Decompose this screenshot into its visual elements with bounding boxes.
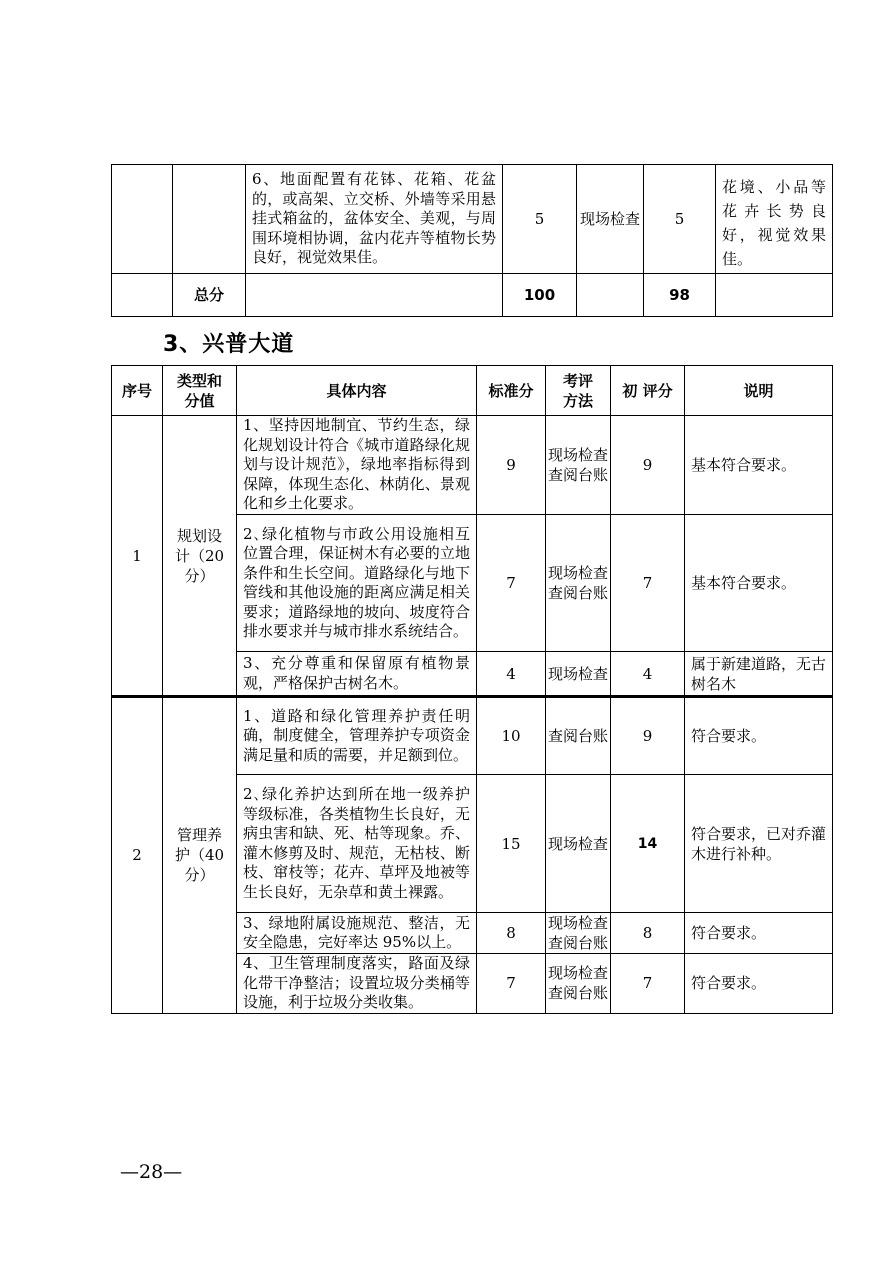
- method-cell: 现场检查查阅台账: [546, 954, 611, 1014]
- note-cell: 花境、小品等花卉长势良好，视觉效果佳。: [716, 165, 833, 274]
- content-cell: 1、坚持因地制宜、节约生态，绿化规划设计符合《城市道路绿化规划与设计规范》，绿地率指标得到保障，体现生态化、林荫化、景观化和乡土化要求。: [237, 416, 477, 515]
- header-seq: 序号: [112, 366, 163, 416]
- header-score: 初 评分: [611, 366, 685, 416]
- type-cell: [173, 165, 246, 274]
- score-cell: 8: [611, 913, 685, 954]
- seq-cell: 1: [112, 416, 163, 697]
- header-method: 考评方法: [546, 366, 611, 416]
- content-cell: [246, 274, 503, 317]
- type-cell: 规划设计（20分）: [163, 416, 237, 697]
- content-cell: 1、道路和绿化管理养护责任明确，制度健全，管理养护专项资金满足量和质的需要，并足额到位。: [237, 697, 477, 775]
- standard-cell: 9: [477, 416, 546, 515]
- note-cell: 属于新建道路，无古树名木: [685, 652, 833, 697]
- score-cell: 7: [611, 954, 685, 1014]
- score-cell: 14: [611, 775, 685, 913]
- note-cell: [716, 274, 833, 317]
- note-cell: 符合要求。: [685, 954, 833, 1014]
- method-cell: 现场检查查阅台账: [546, 416, 611, 515]
- method-cell: 现场检查查阅台账: [546, 913, 611, 954]
- note-cell: 基本符合要求。: [685, 416, 833, 515]
- standard-cell: 5: [503, 165, 577, 274]
- score-cell: 5: [644, 165, 716, 274]
- standard-cell: 7: [477, 515, 546, 652]
- header-standard: 标准分: [477, 366, 546, 416]
- standard-cell: 10: [477, 697, 546, 775]
- content-cell: 2､绿化植物与市政公用设施相互位置合理，保证树木有必要的立地条件和生长空间。道路绿化与地下管线和其他设施的距离应满足相关要求；道路绿地的坡向、坡度符合排水要求并与城市排水系统结合。: [237, 515, 477, 652]
- method-cell: 现场检查: [546, 652, 611, 697]
- content-cell: 4、卫生管理制度落实，路面及绿化带干净整洁；设置垃圾分类桶等设施，利于垃圾分类收集。: [237, 954, 477, 1014]
- method-cell: [577, 274, 644, 317]
- method-cell: 查阅台账: [546, 697, 611, 775]
- note-cell: 符合要求。: [685, 913, 833, 954]
- evaluation-table: [111, 365, 833, 1014]
- header-content: 具体内容: [237, 366, 477, 416]
- score-cell: 7: [611, 515, 685, 652]
- seq-cell: [112, 274, 173, 317]
- total-row: [112, 274, 833, 317]
- total-score: 98: [644, 274, 716, 317]
- method-cell: 现场检查查阅台账: [546, 515, 611, 652]
- method-cell: 现场检查: [546, 775, 611, 913]
- method-cell: 现场检查: [577, 165, 644, 274]
- total-standard: 100: [503, 274, 577, 317]
- content-cell: 2､绿化养护达到所在地一级养护等级标准，各类植物生长良好，无病虫害和缺、死、枯等现象。乔、灌木修剪及时、规范，无枯枝、断枝、窜枝等；花卉、草坪及地被等生长良好，无杂草和黄土裸露。: [237, 775, 477, 913]
- table-row: [112, 165, 833, 274]
- content-cell: 3、充分尊重和保留原有植物景观，严格保护古树名木。: [237, 652, 477, 697]
- header-row: [112, 366, 833, 416]
- note-cell: 符合要求，已对乔灌木进行补种。: [685, 775, 833, 913]
- content-cell: 3、绿地附属设施规范、整洁，无安全隐患，完好率达 95%以上。: [237, 913, 477, 954]
- score-cell: 9: [611, 416, 685, 515]
- standard-cell: 7: [477, 954, 546, 1014]
- seq-cell: 2: [112, 697, 163, 1014]
- note-cell: 基本符合要求。: [685, 515, 833, 652]
- note-cell: 符合要求。: [685, 697, 833, 775]
- content-cell: 6、地面配置有花钵、花箱、花盆的，或高架、立交桥、外墙等采用悬挂式箱盆的，盆体安全、美观，与周围环境相协调，盆内花卉等植物长势良好，视觉效果佳。: [246, 165, 503, 274]
- score-cell: 9: [611, 697, 685, 775]
- total-label: 总分: [173, 274, 246, 317]
- standard-cell: 4: [477, 652, 546, 697]
- header-type: 类型和分值: [163, 366, 237, 416]
- type-cell: 管理养护（40分）: [163, 697, 237, 1014]
- score-cell: 4: [611, 652, 685, 697]
- table-row: [112, 416, 833, 515]
- section-heading: 3、兴普大道: [163, 332, 295, 357]
- table-row: [112, 697, 833, 775]
- standard-cell: 15: [477, 775, 546, 913]
- standard-cell: 8: [477, 913, 546, 954]
- header-note: 说明: [685, 366, 833, 416]
- page-number: —28—: [120, 1161, 183, 1183]
- previous-table: [111, 164, 833, 317]
- seq-cell: [112, 165, 173, 274]
